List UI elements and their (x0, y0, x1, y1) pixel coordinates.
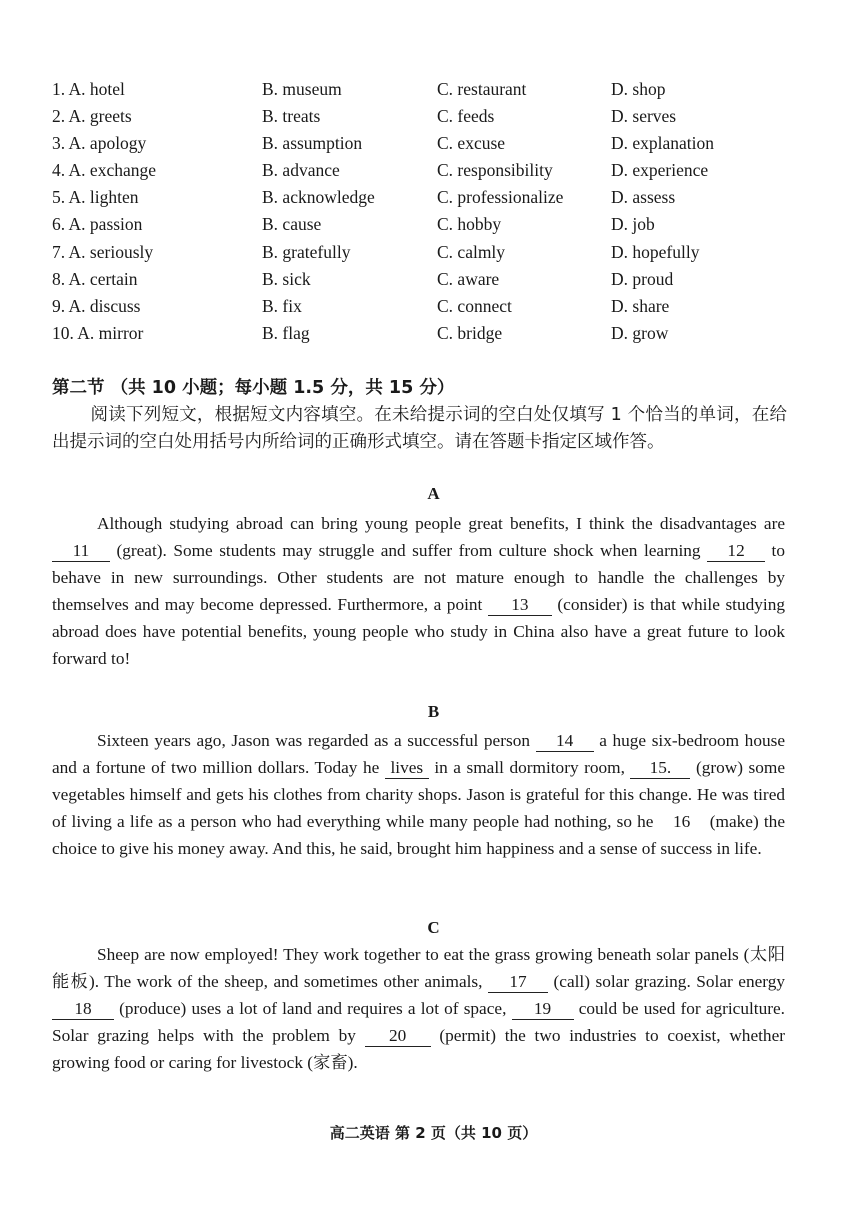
passage-b (52, 727, 785, 862)
option-b: B. acknowledge (262, 187, 375, 208)
option-c: C. professionalize (437, 187, 564, 208)
passage-a (52, 510, 785, 673)
options-grid (52, 76, 792, 347)
option-row (52, 184, 792, 211)
option-c: C. hobby (437, 214, 502, 235)
option-d: D. shop (611, 79, 666, 99)
option-a: 6. A. passion (52, 214, 143, 235)
passage-text: (make) the choice to give his money away. And this, he said, brought him happiness and a sense of success in life. (52, 812, 785, 859)
option-a: 5. A. lighten (52, 187, 139, 208)
option-d: D. share (611, 295, 670, 316)
option-d: D. proud (611, 268, 674, 289)
passage-a-label: A (427, 484, 440, 503)
passage-c (52, 941, 785, 1076)
passage-text: to behave in new surroundings. Other students are not mature enough to handle the challenges by themselves and may become depressed. Furthermore, a point (52, 541, 785, 615)
option-c: C. excuse (437, 133, 506, 154)
passage-text: in a small dormitory room, (428, 758, 631, 778)
option-row (52, 266, 792, 293)
passage-text: Sheep are now employed! They work together to eat the grass growing beneath solar panels (太阳能板). The work of the sheep, and sometimes other animals, (52, 945, 785, 992)
option-row (52, 76, 792, 103)
option-a: 2. A. greets (52, 106, 132, 127)
option-c: C. calmly (437, 241, 506, 262)
option-row (52, 157, 792, 184)
option-b: B. fix (262, 295, 302, 316)
blank-15: 15. (630, 758, 690, 779)
option-d: D. assess (611, 187, 676, 208)
option-b: B. museum (262, 79, 342, 99)
passage-text: (grow) some vegetables himself and gets his clothes from charity shops. Jason is grateful for this change. He was tired of living a life as a person who had everything while many people had nothing, so he (52, 758, 785, 832)
passage-text: a huge six-bedroom house and a fortune of two million dollars. Today he (52, 731, 785, 778)
option-a: 3. A. apology (52, 133, 147, 154)
option-c: C. connect (437, 295, 512, 316)
passage-text: Sixteen years ago, Jason was regarded as a successful person (96, 731, 536, 750)
option-b: B. treats (262, 106, 321, 127)
option-d: D. hopefully (611, 241, 700, 262)
option-a: 7. A. seriously (52, 241, 154, 262)
page-footer: 高二英语 第 2 页（共 10 页） (329, 1124, 538, 1142)
option-a: 10. A. mirror (52, 322, 144, 343)
blank-13: 13 (488, 595, 552, 616)
option-a: 4. A. exchange (52, 160, 156, 181)
blank-16: 16 (672, 812, 691, 832)
option-row (52, 103, 792, 130)
option-c: C. restaurant (437, 79, 527, 99)
option-d: D. experience (611, 160, 709, 181)
option-b: B. cause (262, 214, 322, 235)
option-a: 8. A. certain (52, 268, 138, 289)
passage-text: could be used for agriculture. Solar grazing helps with the problem by (52, 999, 785, 1046)
passage-text: (great). Some students may struggle and suffer from culture shock when learning (110, 541, 708, 561)
blank-20: 20 (365, 1026, 431, 1047)
section-heading: 第二节 （共 10 小题；每小题 1.5 分，共 15 分） (52, 378, 455, 398)
option-a: 1. A. hotel (52, 79, 125, 99)
option-row (52, 211, 792, 238)
option-c: C. feeds (437, 106, 495, 127)
option-a: 9. A. discuss (52, 295, 141, 316)
passage-b-label: B (427, 702, 440, 721)
blank-19: 19 (512, 999, 574, 1020)
blank-14: 14 (536, 731, 594, 752)
blank-11: 11 (52, 541, 110, 562)
blank-12: 12 (707, 541, 765, 562)
passage-text: (consider) is that while studying abroad does have potential benefits, young people who study in China also have a great future to look forward to! (52, 595, 785, 669)
option-b: B. flag (262, 322, 310, 343)
option-c: C. responsibility (437, 160, 553, 181)
passage-text: (call) solar grazing. Solar energy (548, 972, 785, 992)
option-b: B. assumption (262, 133, 363, 154)
passage-c-label: C (427, 918, 440, 937)
blank-17: 17 (488, 972, 548, 993)
option-b: B. gratefully (262, 241, 351, 262)
blank-18: 18 (52, 999, 114, 1020)
option-row (52, 130, 792, 157)
passage-text: (produce) uses a lot of land and requires a lot of space, (114, 999, 512, 1019)
option-row (52, 239, 792, 266)
option-row (52, 320, 792, 347)
option-d: D. grow (611, 322, 669, 343)
passage-text: (permit) the two industries to coexist, whether growing food or caring for livestock (家畜). (52, 1026, 785, 1073)
passage-text: Although studying abroad can bring young people great benefits, I think the disadvantages are (96, 514, 785, 533)
underlined-word: lives (385, 758, 429, 779)
option-row (52, 293, 792, 320)
option-c: C. aware (437, 268, 500, 289)
option-c: C. bridge (437, 322, 503, 343)
option-d: D. explanation (611, 133, 715, 154)
option-d: D. job (611, 214, 655, 235)
option-b: B. advance (262, 160, 340, 181)
option-b: B. sick (262, 268, 311, 289)
section-instructions: 阅读下列短文，根据短文内容填空。在未给提示词的空白处仅填写 1 个恰当的单词，在给出提示词的空白处用括号内所给词的正确形式填空。请在答题卡指定区域作答。 (52, 405, 787, 452)
option-d: D. serves (611, 106, 677, 127)
